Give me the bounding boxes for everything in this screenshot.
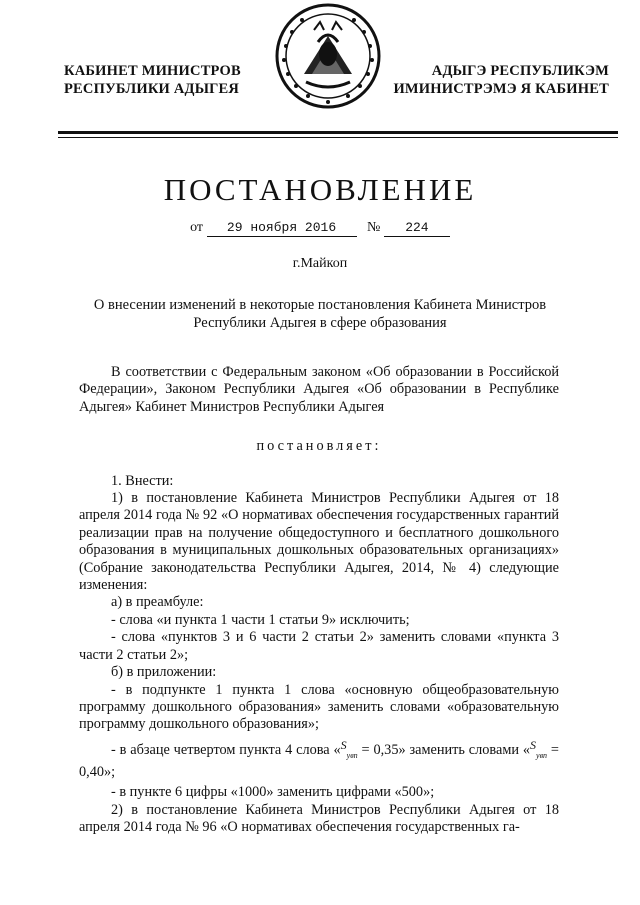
document-title: ПОСТАНОВЛЕНИЕ bbox=[163, 172, 477, 207]
subject-line-2: Республики Адыгея в сфере образования bbox=[193, 315, 447, 331]
formula-symbol-1-letter: S bbox=[340, 737, 347, 752]
formula-text-c: = 0,40»; bbox=[79, 741, 559, 780]
body-paragraph-9: - в пункте 6 цифры «1000» заменить цифрами «500»; bbox=[111, 784, 435, 801]
issuer-line-1: КАБИНЕТ МИНИСТРОВ bbox=[64, 63, 241, 79]
document-city: г.Майкоп bbox=[292, 256, 348, 271]
body-paragraph-1: 1. Внести: bbox=[111, 472, 174, 489]
number-prefix: № bbox=[367, 220, 381, 235]
body-paragraph-5: - слова «пунктов 3 и 6 части 2 статьи 2» заменить словами «пункта 3 части 2 статьи 2»; bbox=[79, 629, 559, 663]
formula-symbol-1-sub: увп bbox=[346, 750, 358, 760]
body-paragraph-2: 1) в постановление Кабинета Министров Республики Адыгея от 18 апреля 2014 года № 92 «О нормативах обеспечения государственных гарантий реализации прав на получение общедоступного и бесплатного дошкольного образования в муниципальных дошкольных образовательных организациях» (Собрание законодательства Республики Адыгея, 2014, № 4) следующие изменения: bbox=[79, 490, 559, 594]
issuer-name-adyghe bbox=[393, 62, 609, 98]
date-number-line bbox=[0, 220, 640, 237]
body-paragraph-8 bbox=[79, 737, 559, 782]
issuer-name-russian bbox=[64, 62, 241, 98]
document-number: 224 bbox=[384, 220, 450, 237]
body-paragraph-3: а) в преамбуле: bbox=[111, 594, 204, 611]
body-paragraph-10: 2) в постановление Кабинета Министров Республики Адыгея от 18 апреля 2014 года № 96 «О нормативах обеспечения государственных га- bbox=[79, 801, 559, 836]
body-paragraph-7: - в подпункте 1 пункта 1 слова «основную общеобразовательную программу дошкольного образования» заменить словами «образовательную программу дошкольного образования»; bbox=[79, 681, 559, 733]
formula-symbol-2 bbox=[530, 737, 548, 760]
body-paragraph-6: б) в приложении: bbox=[111, 664, 217, 681]
formula-symbol-2-letter: S bbox=[530, 737, 537, 752]
date-prefix: от bbox=[190, 220, 204, 235]
formula-symbol-1 bbox=[340, 737, 358, 760]
issuer-line-2: РЕСПУБЛИКИ АДЫГЕЯ bbox=[64, 81, 240, 97]
subject-line-1: О внесении изменений в некоторые постановления Кабинета Министров bbox=[93, 297, 547, 313]
formula-text-b: = 0,35» заменить словами « bbox=[357, 741, 531, 758]
document-subject bbox=[60, 296, 580, 332]
preamble-paragraph: В соответствии с Федеральным законом «Об образовании в Российской Федерации», Законом Республики Адыгея «Об образовании в Республике Адыгея» Кабинет Министров Республики Адыгея bbox=[79, 364, 559, 415]
document-body bbox=[79, 364, 559, 837]
issuer-adyghe-line-2: ИМИНИСТРЭМЭ Я КАБИНЕТ bbox=[393, 81, 609, 97]
header-divider-thin bbox=[58, 137, 618, 138]
issuer-adyghe-line-1: АДЫГЭ РЕСПУБЛИКЭМ bbox=[431, 63, 609, 79]
body-paragraph-4: - слова «и пункта 1 части 1 статьи 9» исключить; bbox=[111, 611, 410, 628]
document-date: 29 ноября 2016 bbox=[207, 220, 357, 237]
resolves-heading: постановляет: bbox=[256, 438, 382, 455]
coat-of-arms-icon bbox=[274, 2, 382, 110]
header-divider-thick bbox=[58, 131, 618, 134]
formula-symbol-2-sub: увп bbox=[536, 750, 548, 760]
formula-text-a: - в абзаце четвертом пункта 4 слова « bbox=[111, 741, 341, 758]
